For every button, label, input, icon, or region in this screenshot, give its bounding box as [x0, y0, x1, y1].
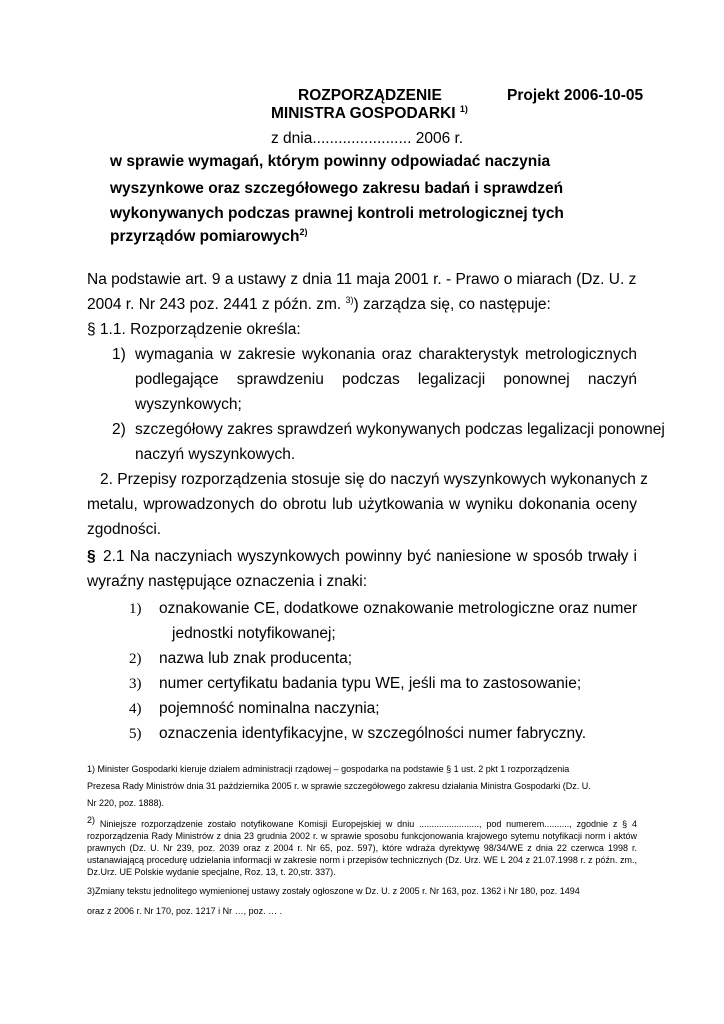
- par1-item1-line2: podlegające sprawdzeniu podczas legalizacji ponownej naczyń: [135, 371, 637, 388]
- subject-line-1: w sprawie wymagań, którym powinny odpowiadać naczynia: [110, 153, 551, 170]
- preamble-line-1: Na podstawie art. 9 a ustawy z dnia 11 maja 2001 r. - Prawo o miarach (Dz. U. z: [87, 271, 637, 288]
- footnote-3-line-2: oraz z 2006 r. Nr 170, poz. 1217 i Nr …, poz. … .: [87, 906, 283, 916]
- par2-item-num: 4): [129, 701, 142, 717]
- par2-item-text: oznakowanie CE, dodatkowe oznakowanie metrologiczne oraz numer: [159, 600, 638, 617]
- par1-item2-line1: szczegółowy zakres sprawdzeń wykonywanych podczas legalizacji ponownej: [135, 421, 665, 438]
- footnote-ref-3: 3): [345, 294, 354, 305]
- subject-text: przyrządów pomiarowych: [110, 228, 300, 245]
- par1-p2-line3: zgodności.: [87, 521, 162, 538]
- footnote-ref-1: 1): [459, 103, 468, 114]
- par1-item1-line3: wyszynkowych;: [135, 396, 242, 413]
- preamble-text: 2004 r. Nr 243 poz. 2441 z późn. zm.: [87, 296, 342, 313]
- par2-item-num: 2): [129, 651, 142, 667]
- par2-line2: wyraźny następujące oznaczenia i znaki:: [87, 573, 368, 590]
- preamble-text-end: ) zarządza się, co następuje:: [353, 296, 551, 313]
- par2-item-text: numer certyfikatu badania typu WE, jeśli ma to zastosowanie;: [159, 675, 582, 692]
- par2-item-num: 1): [129, 601, 142, 617]
- par1-item2-line2: naczyń wyszynkowych.: [135, 446, 296, 463]
- par1-item1-line1: wymagania w zakresie wykonania oraz charakterystyk metrologicznych: [135, 346, 637, 363]
- par2-item-cont: jednostki notyfikowanej;: [172, 625, 336, 642]
- par1-p2-line2: metalu, wprowadzonych do obrotu lub użytkowania w wyniku dokonania oceny: [87, 496, 637, 513]
- footnote-1-line-1: 1) Minister Gospodarki kieruje działem administracji rządowej – gospodarka na podstawie § 1 ust. 2 pkt 1 rozporządzenia: [87, 764, 570, 774]
- par2-item-text: pojemność nominalna naczynia;: [159, 700, 380, 717]
- preamble-line-2: [87, 293, 551, 318]
- footnote-2: [87, 815, 637, 878]
- subject-line-4: [110, 228, 308, 246]
- par2-item-num: 3): [129, 676, 142, 692]
- footnote-2-num: 2): [87, 815, 96, 825]
- par2-item-text: oznaczenia identyfikacyjne, w szczególności numer fabryczny.: [159, 725, 587, 742]
- date-line: z dnia....................... 2006 r.: [271, 130, 464, 147]
- par1-item2-num: 2): [112, 421, 126, 438]
- footnote-1-line-3: Nr 220, poz. 1888).: [87, 798, 165, 808]
- footnote-1-line-2: Prezesa Rady Ministrów dnia 31 października 2005 r. w sprawie szczegółowego zakresu działania Ministra Gospodarki (Dz. U.: [87, 781, 591, 791]
- par1-item1-num: 1): [112, 346, 126, 363]
- document-title: ROZPORZĄDZENIE: [298, 87, 442, 104]
- par2-item-num: 5): [129, 726, 142, 742]
- par2-line1: 2.1 Na naczyniach wyszynkowych powinny być naniesione w sposób trwały i: [103, 548, 637, 565]
- footnote-3-line-1: 3)Zmiany tekstu jednolitego wymienionej ustawy zostały ogłoszone w Dz. U. z 2005 r. Nr 163, poz. 1362 i Nr 180, poz. 1494: [87, 886, 580, 896]
- par1-p2-line1: 2. Przepisy rozporządzenia stosuje się do naczyń wyszynkowych wykonanych z: [100, 471, 648, 488]
- footnote-2-text: Niniejsze rozporządzenie zostało notyfikowane Komisji Europejskiej w dniu ........................, pod numerem.........., zgodnie z § 4 rozporządzenia Rady Ministrów z dnia 23 grudnia 2002 r. w sprawie sposobu funkcjonowania krajowego sytemu notyfikacji norm i aktów prawnych (Dz. U. Nr 239, poz. 2039 oraz z 2004 r. Nr 65, poz. 597), które wdraża dyrektywę 98/34/WE z dnia 22 czerwca 1998 r. ustanawiającą procedurę udzielania informacji w zakresie norm i przepisów technicznych (Dz. Urz. WE L 204 z 21.07.1998 r. z późn. zm., Dz.Urz. UE Polskie wydanie specjalne, Roz. 13, t. 20,str. 337).: [87, 819, 637, 877]
- subject-line-3: wykonywanych podczas prawnej kontroli metrologicznej tych: [110, 205, 564, 222]
- par1-heading: § 1.1. Rozporządzenie określa:: [87, 321, 301, 338]
- footnote-ref-2: 2): [299, 226, 308, 237]
- subject-line-2: wyszynkowe oraz szczegółowego zakresu badań i sprawdzeń: [110, 180, 564, 197]
- par2-item-text: nazwa lub znak producenta;: [159, 650, 353, 667]
- par2-symbol: §: [87, 548, 96, 565]
- ministry-line: [271, 105, 468, 123]
- project-date: Projekt 2006-10-05: [507, 87, 644, 104]
- ministry-name: MINISTRA GOSPODARKI: [271, 105, 456, 122]
